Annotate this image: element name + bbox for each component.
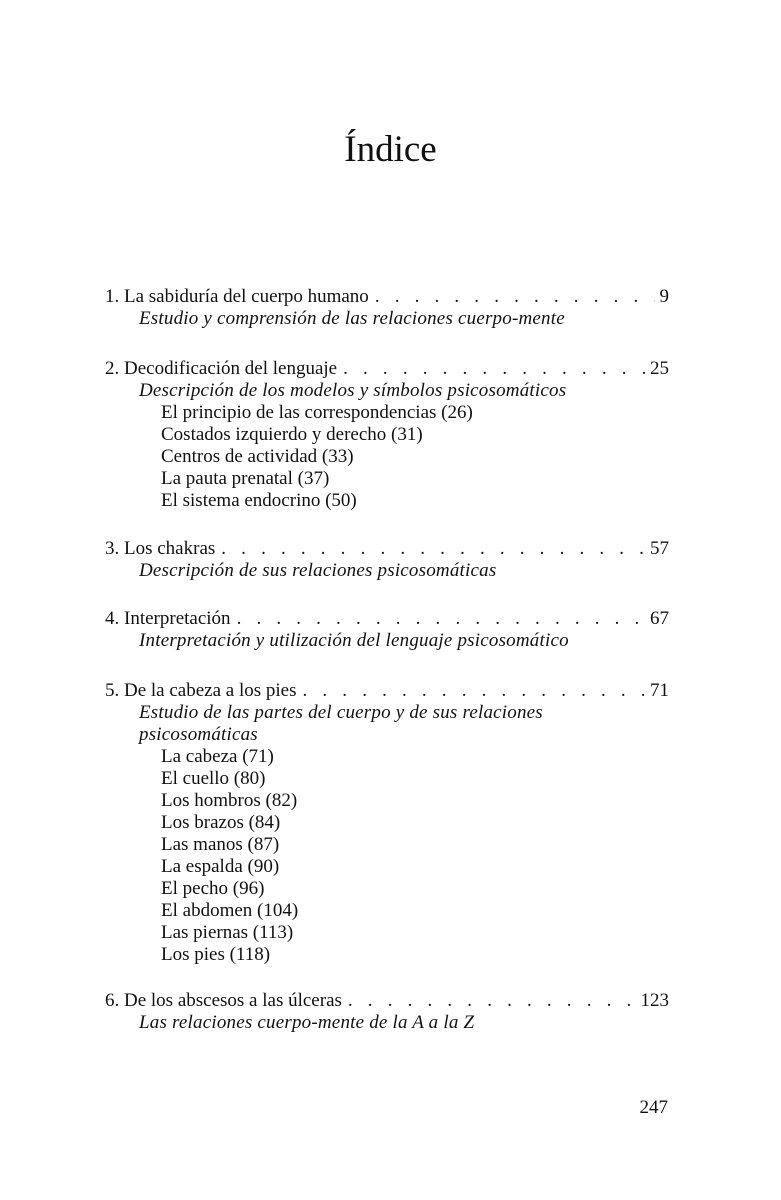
page-title: Índice — [344, 129, 437, 170]
dot-leader — [342, 990, 641, 1012]
toc-entry-row — [105, 538, 669, 560]
toc-subitem: Costados izquierdo y derecho (31) — [161, 424, 423, 445]
toc-subitem: El principio de las correspondencias (26) — [161, 402, 473, 423]
toc-page-number: 71 — [650, 680, 669, 701]
toc-subitem: Centros de actividad (33) — [161, 446, 354, 467]
toc-subitem: El abdomen (104) — [161, 900, 299, 921]
toc-page-number: 9 — [659, 286, 669, 307]
toc-subitem: El sistema endocrino (50) — [161, 490, 357, 511]
toc-entry-title: 6. De los abscesos a las úlceras — [105, 990, 342, 1011]
page-folio-number: 247 — [639, 1097, 668, 1118]
dot-leader — [215, 538, 650, 560]
dot-leader — [297, 680, 651, 702]
toc-subitem: El pecho (96) — [161, 878, 265, 899]
toc-subitem: Los hombros (82) — [161, 790, 298, 811]
toc-entry-subtitle: Estudio de las partes del cuerpo y de sus relaciones psicosomáticas — [139, 702, 543, 745]
toc-subitem: El cuello (80) — [161, 768, 266, 789]
dot-leader — [231, 608, 650, 630]
toc-entry-row — [105, 990, 669, 1012]
toc-entry-1 — [105, 286, 669, 330]
toc-entry-row — [105, 608, 669, 630]
toc-entry-subtitle: Las relaciones cuerpo-mente de la A a la Z — [139, 1012, 475, 1033]
toc-subitem: Las piernas (113) — [161, 922, 294, 943]
toc-subitem: Los pies (118) — [161, 944, 271, 965]
toc-entry-title: 1. La sabiduría del cuerpo humano — [105, 286, 369, 307]
toc-subitems — [105, 402, 669, 512]
toc-page-number: 123 — [640, 990, 669, 1011]
toc-entry-subtitle: Interpretación y utilización del lenguaje psicosomático — [139, 630, 569, 651]
toc-entry-subtitle: Estudio y comprensión de las relaciones cuerpo-mente — [139, 308, 565, 329]
toc-entry-3 — [105, 538, 669, 582]
toc-entry-title: 5. De la cabeza a los pies — [105, 680, 297, 701]
toc-subitem: Los brazos (84) — [161, 812, 281, 833]
toc-entry-row — [105, 680, 669, 702]
toc-subitems — [105, 746, 669, 966]
toc-entry-title: 2. Decodificación del lenguaje — [105, 358, 338, 379]
dot-leader — [337, 358, 650, 380]
toc-entry-subtitle: Descripción de los modelos y símbolos psicosomáticos — [139, 380, 567, 401]
toc-subitem: La cabeza (71) — [161, 746, 274, 767]
toc-entry-row — [105, 358, 669, 380]
dot-leader — [369, 286, 655, 308]
toc-page-number: 57 — [650, 538, 669, 559]
toc-entry-5 — [105, 680, 669, 966]
toc-entry-4 — [105, 608, 669, 652]
toc-page-number: 25 — [650, 358, 669, 379]
toc-entry-title: 3. Los chakras — [105, 538, 216, 559]
toc-entry-row — [105, 286, 669, 308]
toc-entry-subtitle: Descripción de sus relaciones psicosomáticas — [139, 560, 497, 581]
toc-subitem: Las manos (87) — [161, 834, 280, 855]
toc-subitem: La pauta prenatal (37) — [161, 468, 330, 489]
toc-page-number: 67 — [650, 608, 669, 629]
toc-entry-title: 4. Interpretación — [105, 608, 231, 629]
toc-entry-2 — [105, 358, 669, 512]
toc-subitem: La espalda (90) — [161, 856, 280, 877]
toc-entry-6 — [105, 990, 669, 1034]
